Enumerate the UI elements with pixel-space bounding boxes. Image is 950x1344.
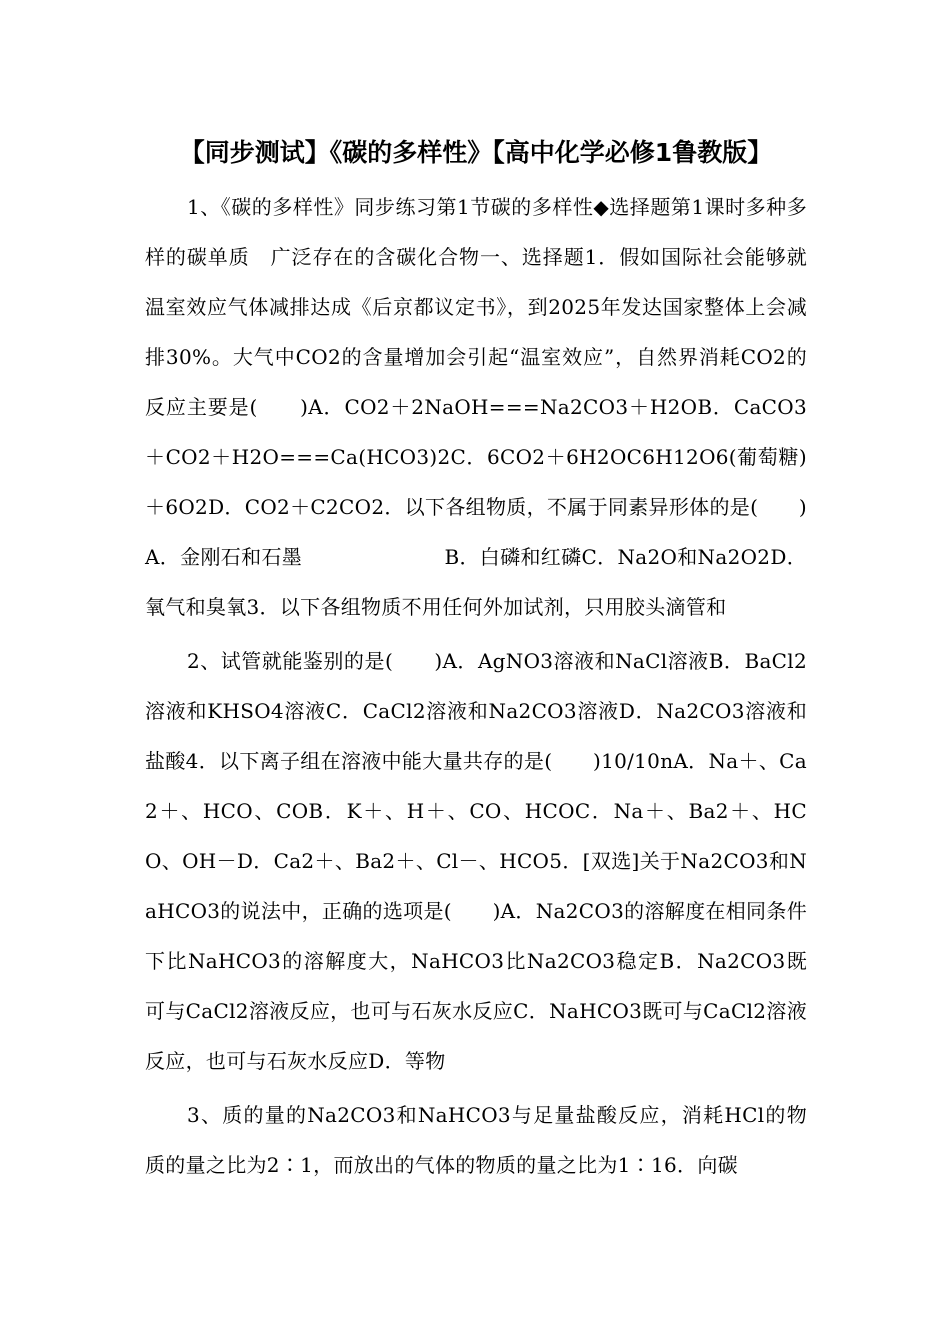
paragraph-2: 2、试管就能鉴别的是( )A．AgNO3溶液和NaCl溶液B．BaCl2溶液和KHSO4溶液C．CaCl2溶液和Na2CO3溶液D．Na2CO3溶液和盐酸4．以下离子组在溶液中能大量共存的是( )10/10nA．Na＋、Ca2＋、HCO、COB．K＋、H＋、CO、HCOC．Na＋、Ba2＋、HCO、OH－D．Ca2＋、Ba2＋、Cl－、HCO5．[双选]关于Na2CO3和NaHCO3的说法中，正确的选项是( )A．Na2CO3的溶解度在相同条件下比NaHCO3的溶解度大，NaHCO3比Na2CO3稳定B．Na2CO3既可与CaCl2溶液反应，也可与石灰水反应C．NaHCO3既可与CaCl2溶液反应，也可与石灰水反应D．等物 bbox=[145, 649, 807, 1073]
document-title: 【同步测试】《碳的多样性》【高中化学必修1鲁教版】 bbox=[179, 138, 773, 167]
document-page bbox=[145, 128, 807, 1194]
paragraph-1: 1、《碳的多样性》同步练习第1节碳的多样性◆选择题第1课时多种多样的碳单质 广泛存在的含碳化合物一、选择题1．假如国际社会能够就温室效应气体减排达成《后京都议定书》，到2025年发达国家整体上会减排30%。大气中CO2的含量增加会引起“温室效应”，自然界消耗CO2的反应主要是( )A．CO2＋2NaOH===Na2CO3＋H2OB．CaCO3＋CO2＋H2O===Ca(HCO3)2C．6CO2＋6H2OC6H12O6(葡萄糖)＋6O2D．CO2＋C2CO2．以下各组物质，不属于同素异形体的是( )A．金刚石和石墨 B．白磷和红磷C．Na2O和Na2O2D．氧气和臭氧3．以下各组物质不用任何外加试剂，只用胶头滴管和 bbox=[145, 195, 807, 619]
paragraph-3: 3、质的量的Na2CO3和NaHCO3与足量盐酸反应，消耗HCl的物质的量之比为2∶1，而放出的气体的物质的量之比为1∶16．向碳 bbox=[145, 1103, 807, 1177]
